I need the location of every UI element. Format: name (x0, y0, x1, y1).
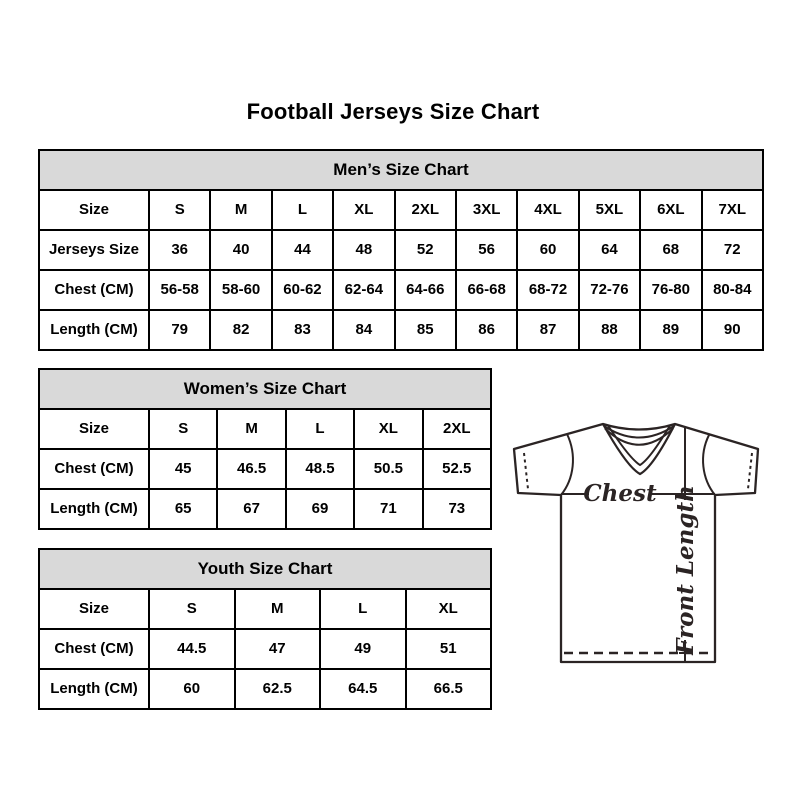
row-label: Chest (CM) (39, 629, 149, 669)
row-label: Jerseys Size (39, 230, 149, 270)
size-value-cell: S (149, 589, 235, 629)
table-row (39, 629, 491, 669)
mens-table-grid (38, 149, 764, 351)
row-label: Size (39, 589, 149, 629)
size-value-cell: XL (333, 190, 394, 230)
size-value-cell: 45 (149, 449, 217, 489)
size-value-cell: 90 (702, 310, 763, 350)
table-row (39, 310, 763, 350)
size-value-cell: 40 (210, 230, 271, 270)
front-length-measure-label: Front Length (672, 485, 699, 655)
row-label: Length (CM) (39, 310, 149, 350)
size-value-cell: 87 (517, 310, 578, 350)
table-title: Men’s Size Chart (39, 150, 763, 190)
table-title: Youth Size Chart (39, 549, 491, 589)
table-title: Women’s Size Chart (39, 369, 491, 409)
size-value-cell: 60-62 (272, 270, 333, 310)
size-value-cell: 82 (210, 310, 271, 350)
size-value-cell: 49 (320, 629, 406, 669)
size-value-cell: 76-80 (640, 270, 701, 310)
table-row (39, 449, 491, 489)
size-value-cell: 52 (395, 230, 456, 270)
size-value-cell: 73 (423, 489, 491, 529)
size-value-cell: L (286, 409, 354, 449)
jersey-outline-shape (514, 424, 758, 662)
row-label: Length (CM) (39, 669, 149, 709)
table-row (39, 190, 763, 230)
table-title-row (39, 369, 491, 409)
row-label: Length (CM) (39, 489, 149, 529)
size-value-cell: 84 (333, 310, 394, 350)
row-label: Size (39, 409, 149, 449)
size-value-cell: 5XL (579, 190, 640, 230)
mens-size-table (38, 149, 764, 350)
size-value-cell: 64-66 (395, 270, 456, 310)
size-value-cell: 48 (333, 230, 394, 270)
table-title-row (39, 150, 763, 190)
size-value-cell: 2XL (423, 409, 491, 449)
size-value-cell: 4XL (517, 190, 578, 230)
jersey-measurement-diagram (503, 409, 781, 673)
size-value-cell: 56-58 (149, 270, 210, 310)
size-value-cell: 64.5 (320, 669, 406, 709)
size-value-cell: 46.5 (217, 449, 285, 489)
size-value-cell: 52.5 (423, 449, 491, 489)
womens-table-grid (38, 368, 492, 530)
size-value-cell: L (320, 589, 406, 629)
table-row (39, 489, 491, 529)
size-value-cell: 7XL (702, 190, 763, 230)
size-value-cell: 36 (149, 230, 210, 270)
size-value-cell: XL (406, 589, 492, 629)
size-value-cell: 47 (235, 629, 321, 669)
right-armhole-seam (703, 435, 715, 495)
size-value-cell: 86 (456, 310, 517, 350)
womens-size-table (38, 368, 492, 529)
size-value-cell: 83 (272, 310, 333, 350)
size-value-cell: 66.5 (406, 669, 492, 709)
size-value-cell: M (217, 409, 285, 449)
size-value-cell: 80-84 (702, 270, 763, 310)
size-value-cell: 66-68 (456, 270, 517, 310)
size-value-cell: 71 (354, 489, 422, 529)
chest-measure-label: Chest (583, 480, 657, 507)
table-row (39, 270, 763, 310)
left-cuff-stitch-line (524, 453, 528, 489)
table-row (39, 589, 491, 629)
size-value-cell: 58-60 (210, 270, 271, 310)
row-label: Chest (CM) (39, 270, 149, 310)
size-value-cell: 62-64 (333, 270, 394, 310)
size-value-cell: L (272, 190, 333, 230)
left-armhole-seam (561, 434, 573, 495)
size-value-cell: 51 (406, 629, 492, 669)
table-row (39, 669, 491, 709)
size-value-cell: 56 (456, 230, 517, 270)
table-title-row (39, 549, 491, 589)
size-value-cell: 88 (579, 310, 640, 350)
size-value-cell: 79 (149, 310, 210, 350)
size-value-cell: 50.5 (354, 449, 422, 489)
size-value-cell: 72-76 (579, 270, 640, 310)
size-value-cell: 6XL (640, 190, 701, 230)
size-value-cell: S (149, 190, 210, 230)
size-value-cell: 48.5 (286, 449, 354, 489)
size-value-cell: 68-72 (517, 270, 578, 310)
size-value-cell: 44 (272, 230, 333, 270)
right-cuff-stitch-line (748, 453, 752, 489)
table-row (39, 230, 763, 270)
size-value-cell: XL (354, 409, 422, 449)
size-value-cell: M (235, 589, 321, 629)
size-value-cell: 89 (640, 310, 701, 350)
row-label: Size (39, 190, 149, 230)
size-value-cell: 2XL (395, 190, 456, 230)
size-value-cell: 67 (217, 489, 285, 529)
size-value-cell: 68 (640, 230, 701, 270)
youth-table-grid (38, 548, 492, 710)
size-value-cell: 60 (149, 669, 235, 709)
row-label: Chest (CM) (39, 449, 149, 489)
page-title: Football Jerseys Size Chart (246, 99, 540, 124)
size-value-cell: 72 (702, 230, 763, 270)
size-value-cell: 62.5 (235, 669, 321, 709)
size-value-cell: 85 (395, 310, 456, 350)
youth-size-table (38, 548, 492, 709)
size-value-cell: 64 (579, 230, 640, 270)
table-row (39, 409, 491, 449)
size-value-cell: 60 (517, 230, 578, 270)
size-value-cell: 69 (286, 489, 354, 529)
size-value-cell: 3XL (456, 190, 517, 230)
size-value-cell: 44.5 (149, 629, 235, 669)
size-value-cell: M (210, 190, 271, 230)
size-value-cell: 65 (149, 489, 217, 529)
size-value-cell: S (149, 409, 217, 449)
